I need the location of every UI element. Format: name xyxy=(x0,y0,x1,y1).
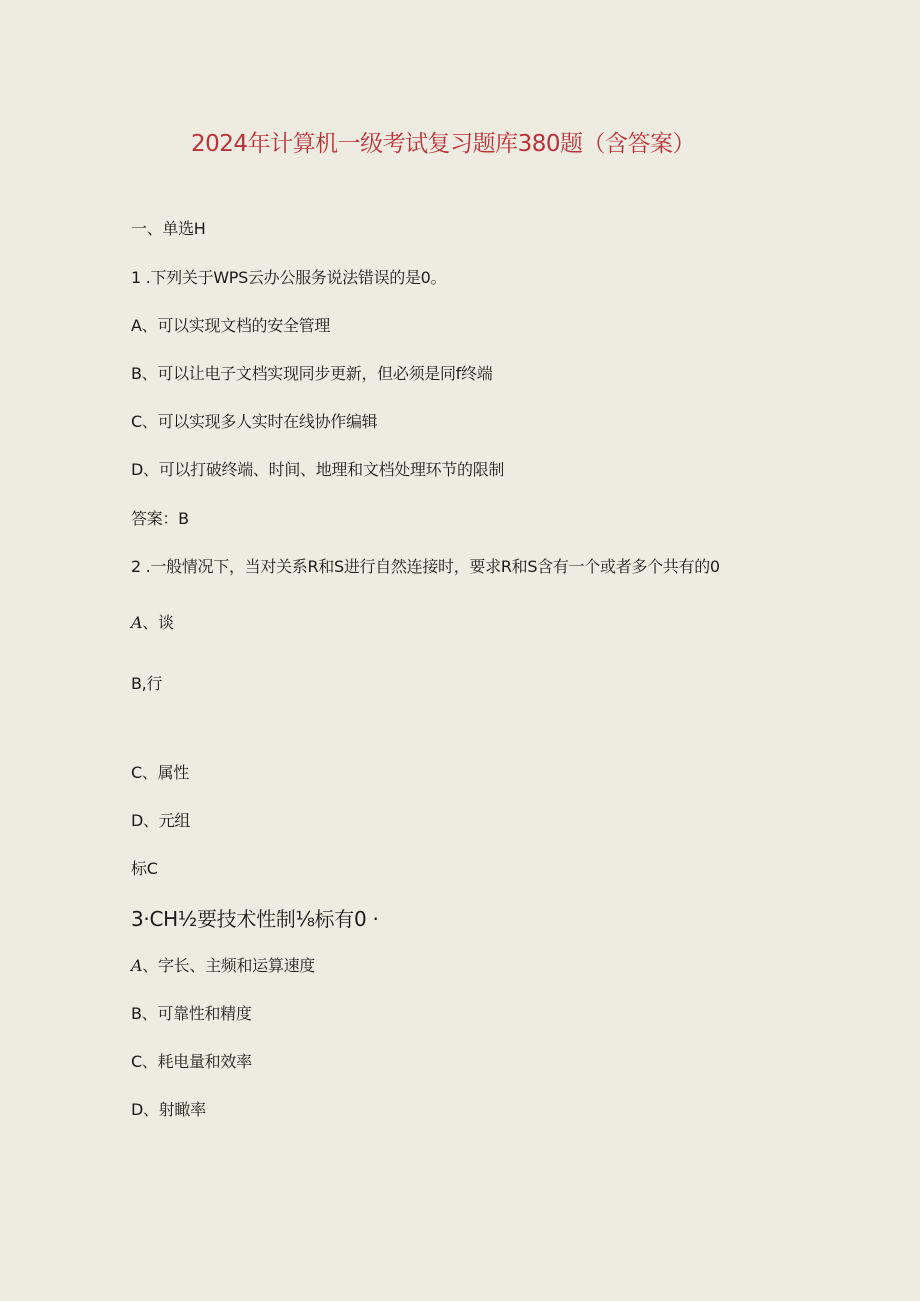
question-2-option-d: D、元组 xyxy=(131,811,191,830)
question-1: 1 .下列关于WPS云办公服务说法错误的是0。 xyxy=(131,268,447,287)
question-3-option-a xyxy=(131,955,315,977)
option-text: 、谈 xyxy=(142,613,174,632)
question-2-option-a xyxy=(131,612,174,634)
question-2-answer: 标C xyxy=(131,859,158,878)
question-2-option-c: C、属性 xyxy=(131,763,189,782)
question-3-option-c: C、耗电量和效率 xyxy=(131,1052,252,1071)
question-1-option-b: B、可以让电子文档实现同步更新，但必须是同f终端 xyxy=(131,364,493,383)
question-1-option-d: D、可以打破终端、时间、地理和文档处理环节的限制 xyxy=(131,460,505,479)
option-letter: A xyxy=(131,956,143,975)
section-heading: 一、单选H xyxy=(131,219,206,238)
option-text: 、字长、主频和运算速度 xyxy=(142,956,315,975)
question-2-option-b: B,行 xyxy=(131,674,163,693)
question-1-option-a: A、可以实现文档的安全管理 xyxy=(131,316,331,335)
document-title: 2024年计算机一级考试复习题库380题（含答案） xyxy=(191,131,695,157)
question-1-answer: 答案：B xyxy=(131,509,189,528)
question-2: 2 .一般情况下，当对关系R和S进行自然连接时，要求R和S含有一个或者多个共有的0 xyxy=(131,557,720,576)
question-3-option-b: B、可靠性和精度 xyxy=(131,1004,252,1023)
option-letter: A xyxy=(131,613,143,632)
question-3: 3·CH½要技术性制⅛标有0 · xyxy=(131,907,379,931)
question-3-option-d: D、射瞰率 xyxy=(131,1100,206,1119)
question-1-option-c: C、可以实现多人实时在线协作编辑 xyxy=(131,412,378,431)
